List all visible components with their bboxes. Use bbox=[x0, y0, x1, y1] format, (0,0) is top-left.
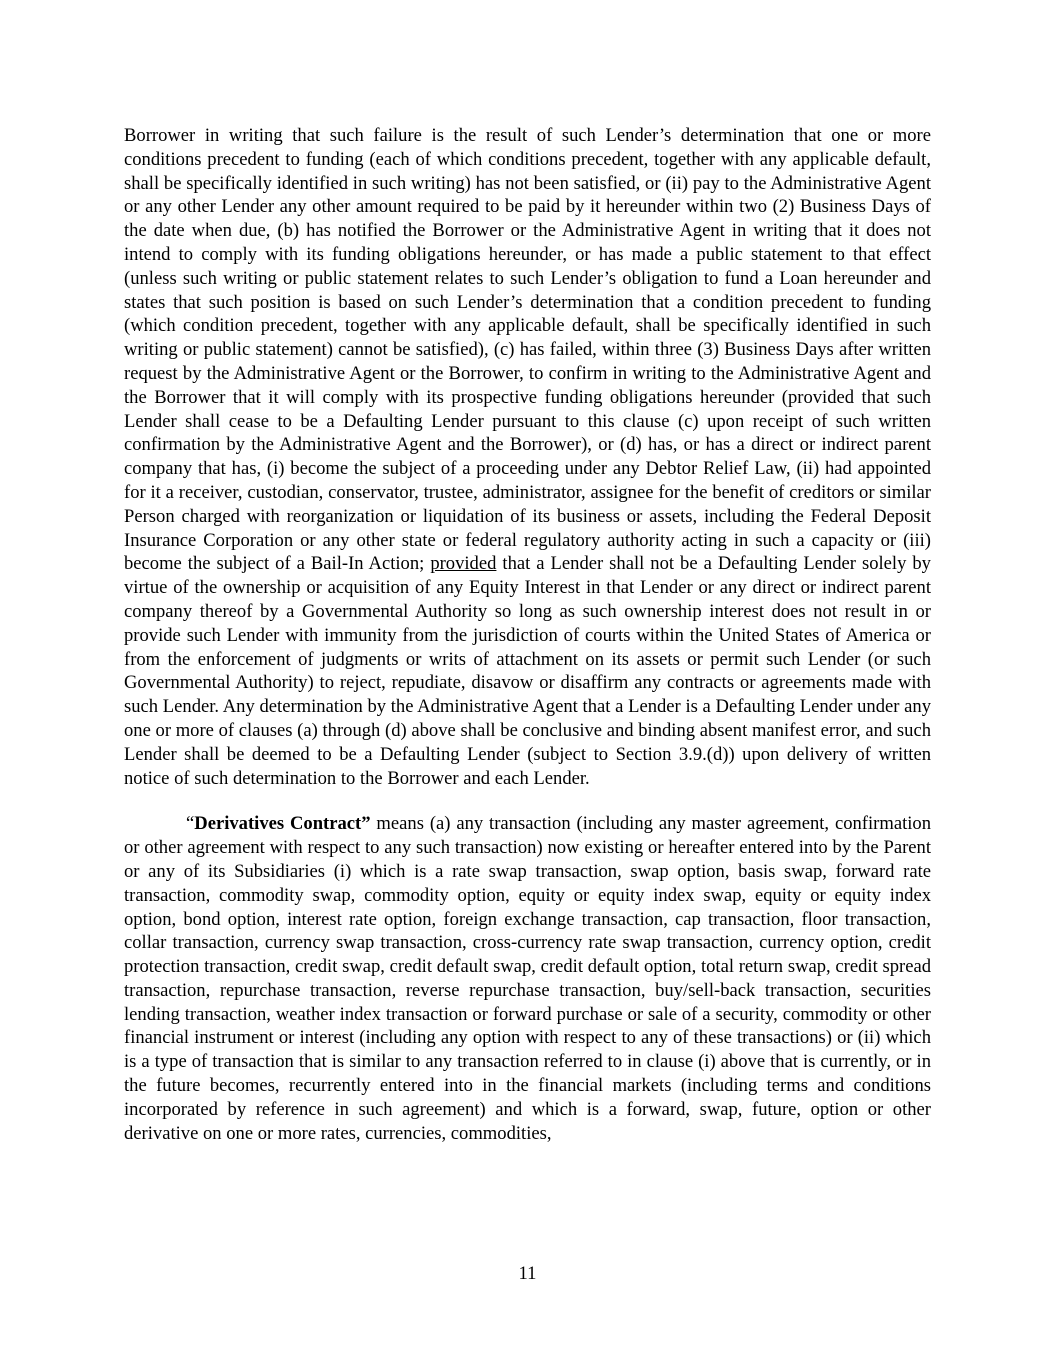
page-number: 11 bbox=[518, 1263, 537, 1284]
defaulting-lender-definition-continuation bbox=[124, 124, 931, 790]
definition-body: means (a) any transaction (including any master agreement, confirmation or other agreement with respect to any such transaction) now existing or hereafter entered into by the Parent or any of its Subsidiaries (i) which is a rate swap transaction, swap option, basis swap, forward rate transaction, commodity swap, commodity option, equity or equity index swap, equity or equity index option, bond option, interest rate option, foreign exchange transaction, cap transaction, floor transaction, collar transaction, currency swap transaction, cross-currency rate swap transaction, currency option, credit protection transaction, credit swap, credit default swap, credit default option, total return swap, credit spread transaction, repurchase transaction, reverse repurchase transaction, buy/sell-back transaction, securities lending transaction, weather index transaction or forward purchase or sale of a security, commodity or other financial instrument or interest (including any option with respect to any of these transactions) or (ii) which is a type of transaction that is similar to any transaction referred to in clause (i) above that is currently, or in the future becomes, recurrently entered into in the financial markets (including terms and conditions incorporated by reference in such agreement) and which is a forward, swap, future, option or other derivative on one or more rates, currencies, commodities, bbox=[124, 813, 931, 1144]
defined-term-derivatives-contract: Derivatives Contract” bbox=[194, 813, 371, 835]
paragraph-text-part-b: that a Lender shall not be a Defaulting Lender solely by virtue of the ownership or acquisition of any Equity Interest in that Lender or any direct or indirect parent company thereof by a Governmental Authority so long as such ownership interest does not result in or provide such Lender with immunity from the jurisdiction of courts within the United States of America or from the enforcement of judgments or writs of attachment on its assets or permit such Lender (or such Governmental Authority) to reject, repudiate, disavow or disaffirm any contracts or agreements made with such Lender. Any determination by the Administrative Agent that a Lender is a Defaulting Lender under any one or more of clauses (a) through (d) above shall be conclusive and binding absent manifest error, and such Lender shall be deemed to be a Defaulting Lender (subject to Section 3.9.(d)) upon delivery of written notice of such determination to the Borrower and each Lender. bbox=[124, 553, 931, 789]
paragraph-text-part-a: Borrower in writing that such failure is the result of such Lender’s determination that one or more conditions precedent to funding (each of which conditions precedent, together with any applicable default, shall be specifically identified in such writing) has not been satisfied, or (ii) pay to the Administrative Agent or any other Lender any other amount required to be paid by it hereunder within two (2) Business Days of the date when due, (b) has notified the Borrower or the Administrative Agent in writing that it does not intend to comply with its funding obligations hereunder, or has made a public statement to that effect (unless such writing or public statement relates to such Lender’s obligation to fund a Loan hereunder and states that such position is based on such Lender’s determination that a condition precedent to funding (which condition precedent, together with any applicable default, shall be specifically identified in such writing or public statement) cannot be satisfied), (c) has failed, within three (3) Business Days after written request by the Administrative Agent or the Borrower, to confirm in writing to the Administrative Agent and the Borrower that it will comply with its prospective funding obligations hereunder (provided that such Lender shall cease to be a Defaulting Lender pursuant to this clause (c) upon receipt of such written confirmation by the Administrative Agent and the Borrower), or (d) has, or has a direct or indirect parent company that has, (i) become the subject of a proceeding under any Debtor Relief Law, (ii) had appointed for it a receiver, custodian, conservator, trustee, administrator, assignee for the benefit of creditors or similar Person charged with reorganization or liquidation of its business or assets, including the Federal Deposit Insurance Corporation or any other state or federal regulatory authority acting in such a capacity or (iii) become the subject of a Bail-In Action; bbox=[124, 125, 931, 575]
document-page bbox=[124, 124, 931, 1145]
open-quote: “ bbox=[186, 813, 195, 835]
derivatives-contract-definition bbox=[124, 812, 931, 1145]
provided-underlined-term: provided bbox=[430, 553, 497, 575]
